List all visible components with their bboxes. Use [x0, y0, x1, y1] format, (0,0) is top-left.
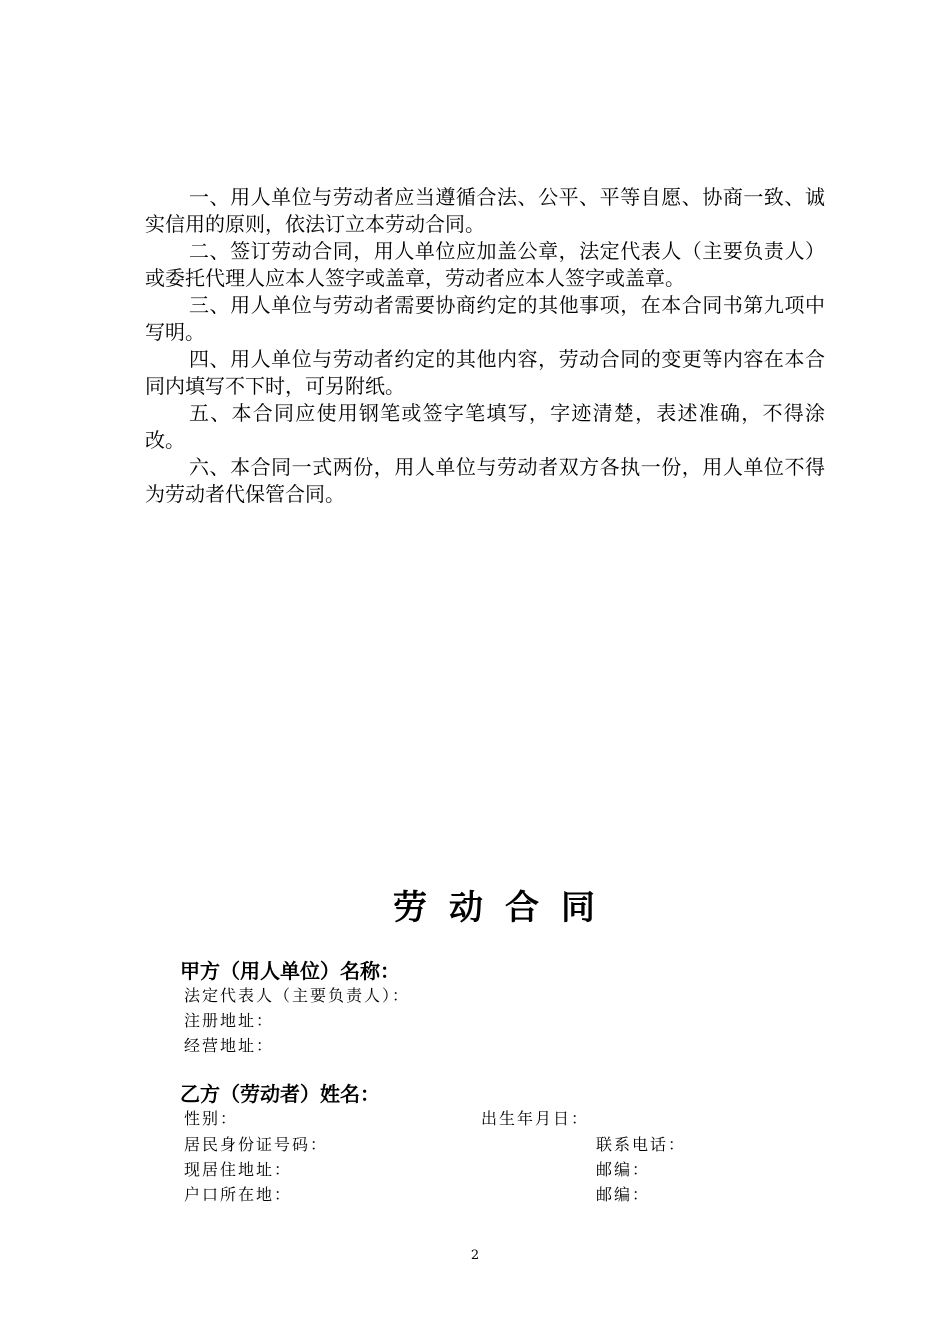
instruction-item-4: 四、用人单位与劳动者约定的其他内容，劳动合同的变更等内容在本合同内填写不下时，可另附纸。: [145, 347, 825, 398]
instruction-item-6: 六、本合同一式两份，用人单位与劳动者双方各执一份，用人单位不得为劳动者代保管合同。: [145, 455, 825, 506]
instructions-section: [145, 184, 825, 508]
instruction-item-5: 五、本合同应使用钢笔或签字笔填写，字迹清楚，表述准确，不得涂改。: [145, 401, 825, 452]
party-b-gender-label: 性别：: [184, 1109, 239, 1128]
party-b-postcode-label-2: 邮编：: [596, 1185, 651, 1204]
party-b-postcode-label-1: 邮编：: [596, 1160, 651, 1179]
party-b-phone-label: 联系电话：: [596, 1135, 687, 1154]
party-b-heading: 乙方（劳动者）姓名：: [180, 1082, 380, 1106]
instruction-item-3: 三、用人单位与劳动者需要协商约定的其他事项，在本合同书第九项中写明。: [145, 293, 825, 344]
party-b-household-registration-label: 户口所在地：: [184, 1185, 293, 1204]
party-b-birth-date-label: 出生年月日：: [481, 1109, 590, 1128]
contract-title: 劳动合同: [393, 888, 617, 928]
party-b-current-address-label: 现居住地址：: [184, 1160, 293, 1179]
party-a-business-address-label: 经营地址：: [184, 1036, 275, 1055]
party-b-id-number-label: 居民身份证号码：: [184, 1135, 329, 1154]
page-number: 2: [470, 1248, 480, 1263]
party-a-heading: 甲方（用人单位）名称：: [180, 959, 400, 983]
party-a-legal-rep-label: 法定代表人（主要负责人）：: [184, 986, 411, 1005]
party-a-registered-address-label: 注册地址：: [184, 1011, 275, 1030]
instruction-item-1: 一、用人单位与劳动者应当遵循合法、公平、平等自愿、协商一致、诚实信用的原则，依法订立本劳动合同。: [145, 185, 825, 236]
instruction-item-2: 二、签订劳动合同，用人单位应加盖公章，法定代表人（主要负责人）或委托代理人应本人签字或盖章，劳动者应本人签字或盖章。: [145, 239, 825, 290]
